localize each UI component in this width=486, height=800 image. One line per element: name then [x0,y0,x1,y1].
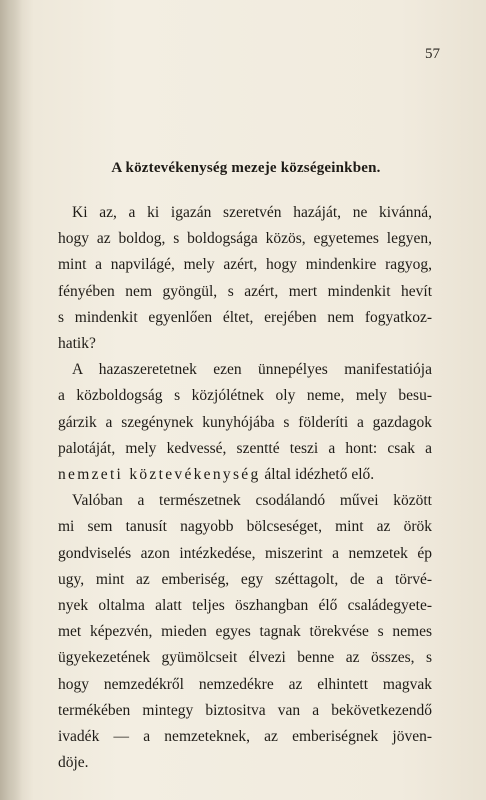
text-line: palotáját, mely kedvessé, szentté teszi a hont: csak a [58,439,432,457]
text-line-rest: által idézhető elő. [260,466,375,484]
text-line: hogy nemzedékről nemzedékre az elhintett magvak [58,675,432,693]
text-line: fényében nem gyöngül, s azért, mert mindenkit hevít [58,282,432,300]
paragraph-3 [58,488,432,776]
text-line: hatik? [58,335,96,353]
emphasized-phrase: nemzeti köztevékenység [58,466,261,484]
text-line [58,462,432,488]
paragraph-1 [58,200,432,357]
text-line: gárzik a szegénynek kunyhójába s földeríti a gazdagok [58,413,432,431]
binding-gutter [0,0,22,800]
text-line: ugy, mint az emberiség, egy széttagolt, de a törvé- [58,570,432,588]
text-line: döje. [58,754,89,772]
text-line: Ki az, a ki igazán szeretvén hazáját, ne kivánná, [72,204,432,221]
text-line: mint a napvilágé, mely azért, hogy mindenkire ragyog, [58,256,432,274]
text-line: met képezvén, mieden egyes tagnak törekvése s nemes [58,623,432,641]
text-line: termékében mintegy biztositva van a bekövetkezendő [58,701,432,719]
text-line: a közboldogság s közjólétnek oly neme, mely besu- [58,387,432,405]
paragraph-2 [58,357,432,488]
text-line: hogy az boldog, s boldogsága közös, egyetemes legyen, [58,230,432,248]
text-line: Valóban a természetnek csodálandó művei között [72,492,432,510]
text-line: mi sem tanusít nagyobb bölcseséget, mint az örök [58,518,432,536]
text-line: ivadék — a nemzeteknek, az emberiségnek jöven- [58,728,432,746]
section-heading: A köztevékenység mezeje községeinkben. [111,160,381,176]
text-line: ügyekezetének gyümölcseit élvezi benne az összes, s [58,649,432,667]
text-line: gondviselés azon intézkedése, miszerint a nemzetek ép [58,544,432,562]
text-line: s mindenkit egyenlően éltet, erejében nem fogyatkoz- [58,308,432,326]
body-text [58,200,432,776]
page-number: 57 [425,46,440,62]
text-line: A hazaszeretetnek ezen ünnepélyes manifestatiója [72,361,432,379]
text-line: nyek oltalma alatt teljes öszhangban élő családegyete- [58,597,432,615]
